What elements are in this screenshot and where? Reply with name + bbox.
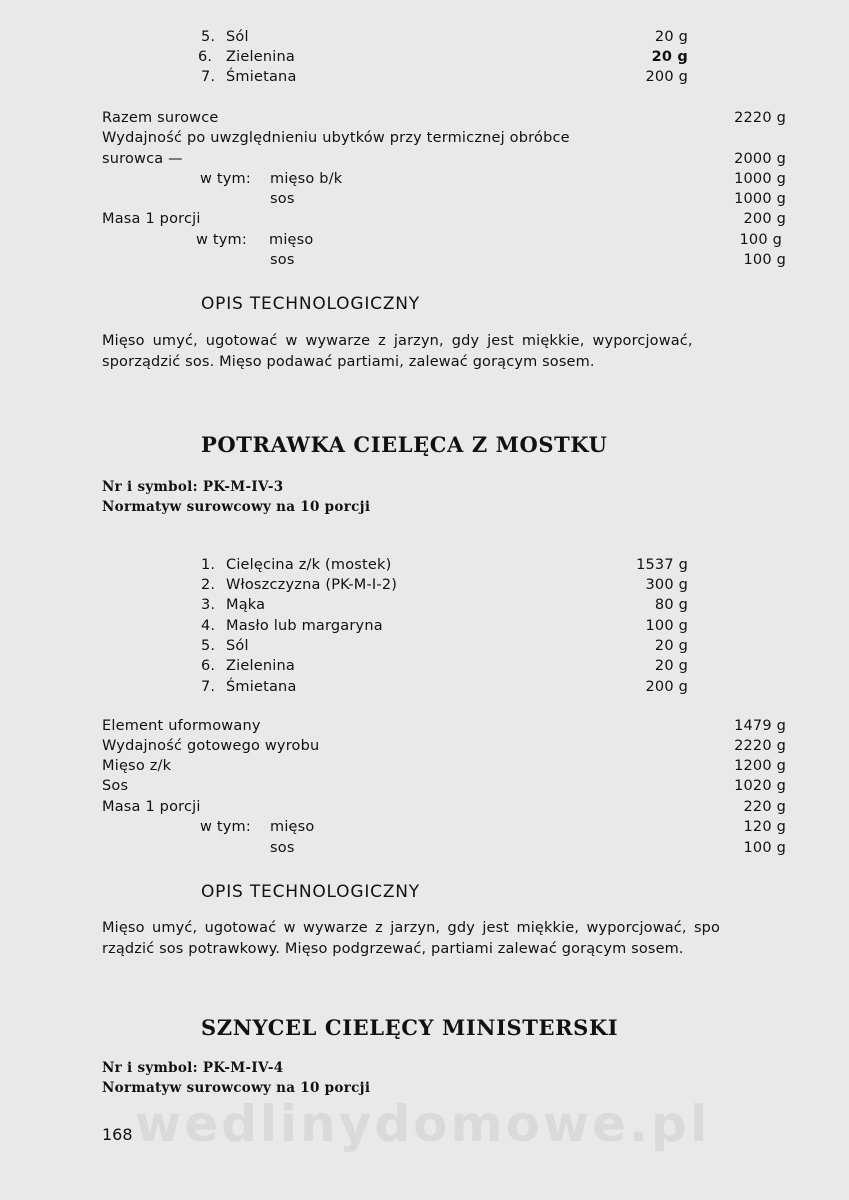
summary-value: 1000 g <box>734 171 786 187</box>
list-item-number: 5. <box>201 29 216 45</box>
summary-label: Wydajność gotowego wyrobu <box>102 738 320 754</box>
summary-label: sos <box>270 191 295 207</box>
summary-label: Sos <box>102 778 129 794</box>
watermark: wedlinydomowe.pl <box>135 1095 710 1153</box>
list-item-number: 2. <box>201 577 216 593</box>
summary-value: 2220 g <box>734 110 786 126</box>
list-item-number: 4. <box>201 618 216 634</box>
summary-label: Masa 1 porcji <box>102 211 201 227</box>
list-item-number: 3. <box>201 597 216 613</box>
list-item-qty: 200 g <box>645 679 688 695</box>
summary-label: Element uformowany <box>102 718 261 734</box>
summary-label: Razem surowce <box>102 110 219 126</box>
recipe-title: SZNYCEL CIELĘCY MINISTERSKI <box>201 1015 619 1040</box>
list-item-qty: 300 g <box>645 577 688 593</box>
summary-value: 2000 g <box>734 151 786 167</box>
summary-value: 220 g <box>743 799 786 815</box>
summary-value: 1479 g <box>734 718 786 734</box>
section-heading: OPIS TECHNOLOGICZNY <box>201 882 420 902</box>
summary-value: 100 g <box>743 252 786 268</box>
list-item-name: Włoszczyzna (PK-M-I-2) <box>226 577 398 593</box>
description-line: sporządzić sos. Mięso podawać partiami, zalewać gorącym sosem. <box>102 354 595 370</box>
list-item-name: Zielenina <box>226 49 295 65</box>
description-line: rządzić sos potrawkowy. Mięso podgrzewać, partiami zalewać gorącym sosem. <box>102 941 684 957</box>
list-item-name: Zielenina <box>226 658 295 674</box>
summary-value: 1020 g <box>734 778 786 794</box>
summary-label: w tym: <box>200 819 251 835</box>
section-heading: OPIS TECHNOLOGICZNY <box>201 294 420 314</box>
list-item-name: Mąka <box>226 597 266 613</box>
summary-value: 200 g <box>743 211 786 227</box>
summary-label: w tym: <box>200 171 251 187</box>
recipe-normatyw: Normatyw surowcowy na 10 porcji <box>102 1080 371 1096</box>
summary-value: 1200 g <box>734 758 786 774</box>
summary-label: mięso b/k <box>270 171 343 187</box>
list-item-qty: 20 g <box>654 658 688 674</box>
recipe-normatyw: Normatyw surowcowy na 10 porcji <box>102 499 371 515</box>
description-line: Mięso umyć, ugotować w wywarze z jarzyn, gdy jest miękkie, wyporcjować, spo <box>102 920 721 936</box>
summary-value: 2220 g <box>734 738 786 754</box>
list-item-qty: 20 g <box>654 29 688 45</box>
list-item-name: Sól <box>226 29 249 45</box>
list-item-name: Śmietana <box>226 69 297 85</box>
list-item-name: Masło lub margaryna <box>226 618 383 634</box>
summary-value: 100 g <box>739 232 782 248</box>
list-item-qty: 20 g <box>654 638 688 654</box>
summary-value: 120 g <box>743 819 786 835</box>
summary-label: surowca — <box>102 151 183 167</box>
recipe-title: POTRAWKA CIELĘCA Z MOSTKU <box>201 432 608 457</box>
list-item-qty: 100 g <box>645 618 688 634</box>
list-item-name: Sól <box>226 638 249 654</box>
list-item-qty: 200 g <box>645 69 688 85</box>
summary-label: mięso <box>270 819 315 835</box>
list-item-number: 7. <box>201 69 216 85</box>
list-item-qty: 1537 g <box>636 557 688 573</box>
list-item-qty: 20 g <box>651 49 688 65</box>
page-number: 168 <box>102 1125 133 1144</box>
summary-label: sos <box>270 840 295 856</box>
summary-label: sos <box>270 252 295 268</box>
list-item-number: 6. <box>201 658 216 674</box>
list-item-name: Cielęcina z/k (mostek) <box>226 557 392 573</box>
description-paragraph <box>102 918 786 960</box>
summary-label: Masa 1 porcji <box>102 799 201 815</box>
recipe-symbol: Nr i symbol: PK-M-IV-4 <box>102 1060 284 1076</box>
summary-label: Mięso z/k <box>102 758 172 774</box>
summary-label: Wydajność po uwzględnieniu ubytków przy termicznej obróbce <box>102 130 570 146</box>
list-item-qty: 80 g <box>654 597 688 613</box>
summary-value: 100 g <box>743 840 786 856</box>
description-paragraph <box>102 331 786 373</box>
summary-label: w tym: <box>196 232 247 248</box>
recipe-symbol: Nr i symbol: PK-M-IV-3 <box>102 479 284 495</box>
description-line: Mięso umyć, ugotować w wywarze z jarzyn, gdy jest miękkie, wyporcjować, <box>102 333 693 349</box>
summary-value: 1000 g <box>734 191 786 207</box>
list-item-number: 1. <box>201 557 216 573</box>
list-item-name: Śmietana <box>226 679 297 695</box>
list-item-number: 7. <box>201 679 216 695</box>
list-item-number: 5. <box>201 638 216 654</box>
summary-label: mięso <box>269 232 314 248</box>
list-item-number: 6. <box>198 49 213 65</box>
